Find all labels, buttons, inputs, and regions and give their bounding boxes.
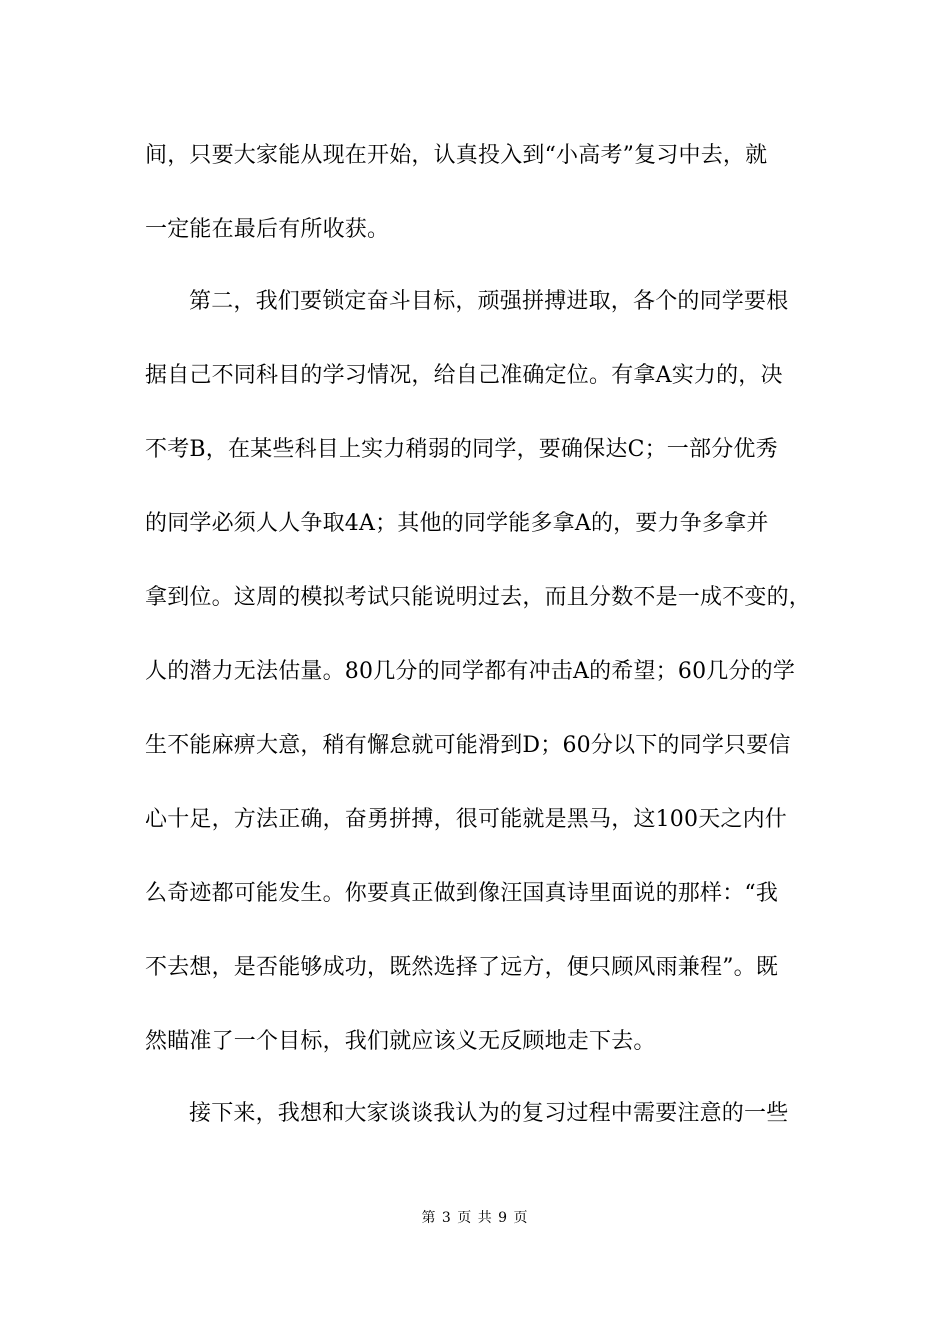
text-line-11: 么奇迹都可能发生。你要真正做到像汪国真诗里面说的那样：“我 bbox=[145, 881, 779, 906]
text-line-6: 的同学必须人人争取4A；其他的同学能多拿A的，要力争多拿并 bbox=[145, 511, 769, 536]
text-line-1: 间，只要大家能从现在开始，认真投入到“小高考”复习中去，就 bbox=[145, 143, 768, 168]
text-line-14: 接下来，我想和大家谈谈我认为的复习过程中需要注意的一些 bbox=[189, 1101, 789, 1126]
text-line-12: 不去想，是否能够成功，既然选择了远方，便只顾风雨兼程”。既 bbox=[145, 955, 779, 980]
text-line-7: 拿到位。这周的模拟考试只能说明过去，而且分数不是一成不变的， bbox=[145, 585, 812, 610]
page-footer: 第 3 页 共 9 页 bbox=[421, 1210, 529, 1226]
text-line-8: 人的潜力无法估量。80几分的同学都有冲击A的希望；60几分的学 bbox=[145, 659, 796, 684]
text-line-13: 然瞄准了一个目标，我们就应该义无反顾地走下去。 bbox=[145, 1029, 656, 1054]
text-line-5: 不考B，在某些科目上实力稍弱的同学，要确保达C；一部分优秀 bbox=[145, 437, 778, 462]
text-line-2: 一定能在最后有所收获。 bbox=[145, 217, 390, 242]
text-line-4: 据自己不同科目的学习情况，给自己准确定位。有拿A实力的，决 bbox=[145, 363, 783, 388]
text-line-9: 生不能麻痹大意，稍有懈怠就可能滑到D；60分以下的同学只要信 bbox=[145, 733, 791, 758]
text-line-10: 心十足，方法正确，奋勇拼搏，很可能就是黑马，这100天之内什 bbox=[145, 807, 787, 832]
text-line-3: 第二，我们要锁定奋斗目标，顽强拼搏进取，各个的同学要根 bbox=[189, 289, 789, 314]
body-text bbox=[145, 130, 815, 1162]
